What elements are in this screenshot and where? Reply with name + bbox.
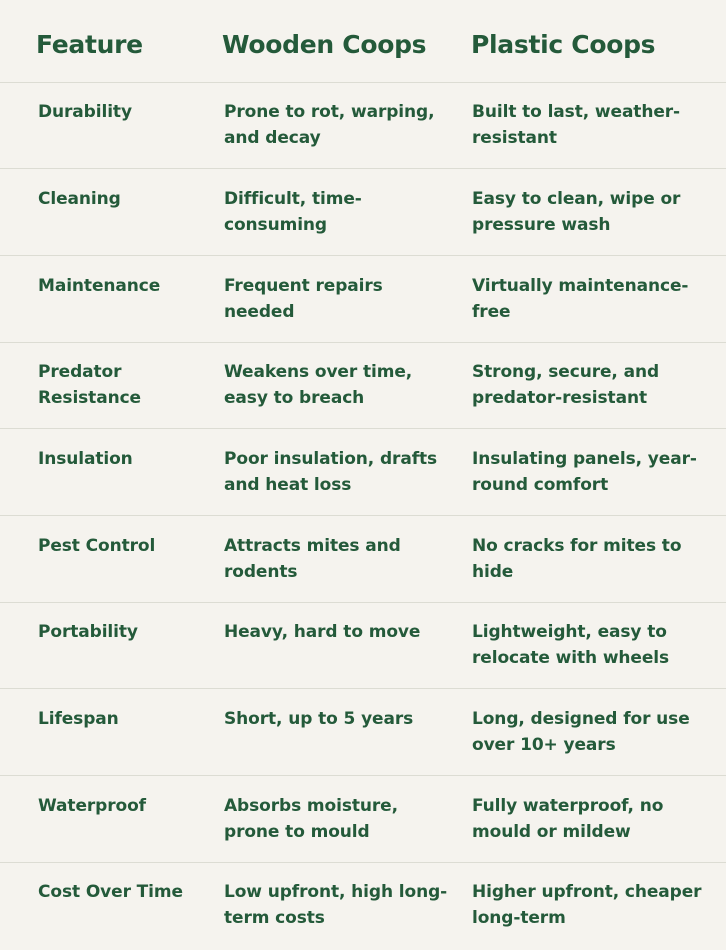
table-row [0,516,726,603]
feature-cell: Lifespan [38,709,119,729]
table-row [0,776,726,863]
plastic-cell: Fully waterproof, no mould or mildew [472,796,664,842]
header-feature: Feature [36,30,143,59]
wooden-cell: Prone to rot, warping, and decay [224,102,435,148]
wooden-cell: Heavy, hard to move [224,622,421,642]
table-row [0,862,726,948]
wooden-cell: Weakens over time, easy to breach [224,362,413,408]
table-row [0,82,726,169]
feature-cell: Portability [38,622,138,642]
table-row [0,602,726,689]
table-row [0,342,726,429]
feature-cell: Durability [38,102,132,122]
table-header-row [0,0,726,83]
feature-cell: Maintenance [38,276,161,296]
wooden-cell: Difficult, time-consuming [224,189,362,235]
wooden-cell: Poor insulation, drafts and heat loss [224,449,438,495]
plastic-cell: Built to last, weather-resistant [472,102,681,148]
plastic-cell: Easy to clean, wipe or pressure wash [472,189,681,235]
plastic-cell: Lightweight, easy to relocate with wheels [472,622,670,668]
table-row [0,429,726,516]
table-row [0,256,726,343]
wooden-cell: Frequent repairs needed [224,276,383,322]
plastic-cell: Strong, secure, and predator-resistant [472,362,660,408]
feature-cell: Insulation [38,449,133,469]
header-wooden-coops: Wooden Coops [222,30,427,59]
feature-cell: Cleaning [38,189,121,209]
feature-cell: Waterproof [38,796,146,816]
feature-cell: Predator Resistance [38,362,141,408]
wooden-cell: Attracts mites and rodents [224,536,401,582]
wooden-cell: Short, up to 5 years [224,709,414,729]
plastic-cell: Higher upfront, cheaper long-term [472,882,702,928]
plastic-cell: No cracks for mites to hide [472,536,682,582]
table-row [0,689,726,776]
plastic-cell: Insulating panels, year-round comfort [472,449,697,495]
plastic-cell: Long, designed for use over 10+ years [472,709,690,755]
wooden-cell: Low upfront, high long-term costs [224,882,448,928]
table-row [0,169,726,256]
wooden-cell: Absorbs moisture, prone to mould [224,796,398,842]
header-plastic-coops: Plastic Coops [471,30,656,59]
feature-cell: Cost Over Time [38,882,183,902]
plastic-cell: Virtually maintenance-free [472,276,689,322]
feature-cell: Pest Control [38,536,156,556]
